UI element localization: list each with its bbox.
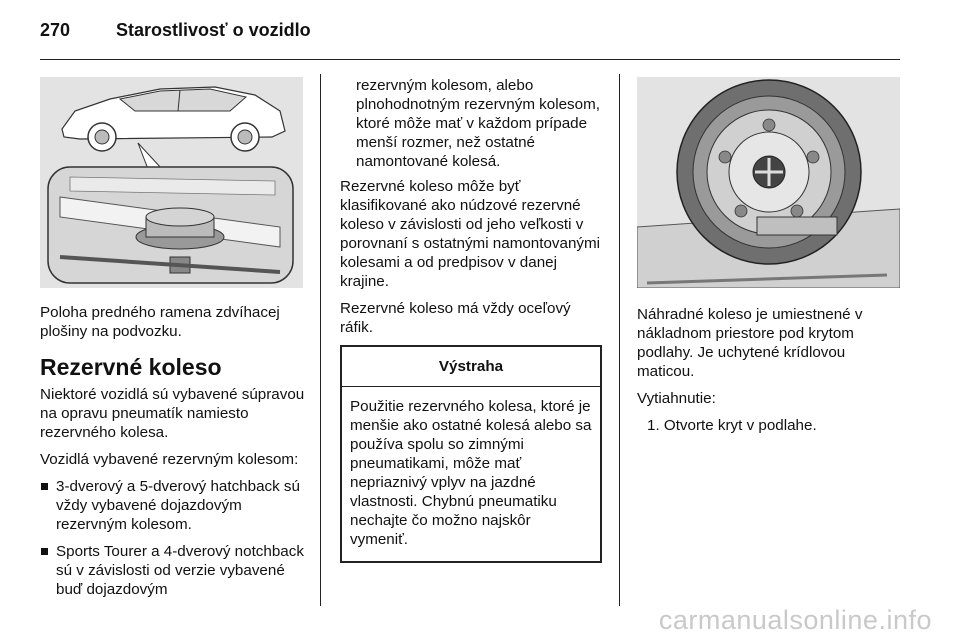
rim-paragraph: Rezervné koleso má vždy oceľový ráfik. — [340, 300, 571, 336]
section-heading: Rezervné koleso — [40, 354, 222, 380]
list-item — [40, 477, 308, 534]
illustration-caption: Poloha predného ramena zdvíhacej plošiny na podvozku. — [40, 304, 280, 340]
warning-title: Výstraha — [342, 347, 600, 387]
classification-paragraph: Rezervné koleso môže byť klasifikované ako núdzové rezervné koleso v závislosti od jeho veľkosti v porovnaní s ostatnými namontovanými kolesami a od predpisov v danej krajine. — [340, 178, 601, 290]
lift-point-illustration — [40, 77, 303, 288]
right-column — [637, 305, 900, 443]
equipped-paragraph: Vozidlá vybavené rezervným kolesom: — [40, 451, 299, 468]
list-item-text: 3-dverový a 5-dverový hatchback sú vždy vybavené dojazdovým rezervným kolesom. — [56, 478, 300, 533]
middle-column — [340, 76, 602, 563]
column-divider-right — [619, 74, 620, 606]
watermark: carmanualsonline.info — [658, 605, 932, 635]
spare-wheel-illustration — [637, 77, 900, 288]
bullet-mark — [41, 548, 48, 555]
bullet-mark — [41, 483, 48, 490]
list-item — [40, 542, 308, 599]
page-header — [40, 18, 920, 50]
list-item-text: Sports Tourer a 4-dverový notchback sú v závislosti od verzie vybavené buď dojazdovým — [56, 543, 304, 598]
left-column — [40, 303, 308, 607]
step-item: 1. Otvorte kryt v podlahe. — [647, 417, 817, 434]
intro-paragraph: Niektoré vozidlá sú vybavené súpravou na opravu pneumatík namiesto rezervného kolesa. — [40, 386, 305, 441]
bullet-continuation: rezervným kolesom, alebo plnohodnotným rezervným kolesom, ktoré môže mať v každom prípade menší rozmer, než ostatné namontované kolesá. — [356, 77, 600, 170]
warning-box — [340, 345, 602, 563]
location-paragraph: Náhradné koleso je umiestnené v nákladnom priestore pod krytom podlahy. Je uchytené krídlovou maticou. — [637, 306, 863, 380]
warning-body: Použitie rezervného kolesa, ktoré je menšie ako ostatné kolesá alebo sa používa spolu so zimnými pneumatikami, môže mať nepriaznivý vplyv na jazdné vlastnosti. Chybnú pneumatiku nechajte čo možno najskôr vymeniť. — [350, 398, 592, 548]
page-number: 270 — [40, 20, 71, 40]
column-divider-left — [320, 74, 321, 606]
removal-heading: Vytiahnutie: — [637, 390, 716, 407]
chapter-title: Starostlivosť o vozidlo — [116, 20, 311, 40]
header-rule — [40, 59, 900, 60]
